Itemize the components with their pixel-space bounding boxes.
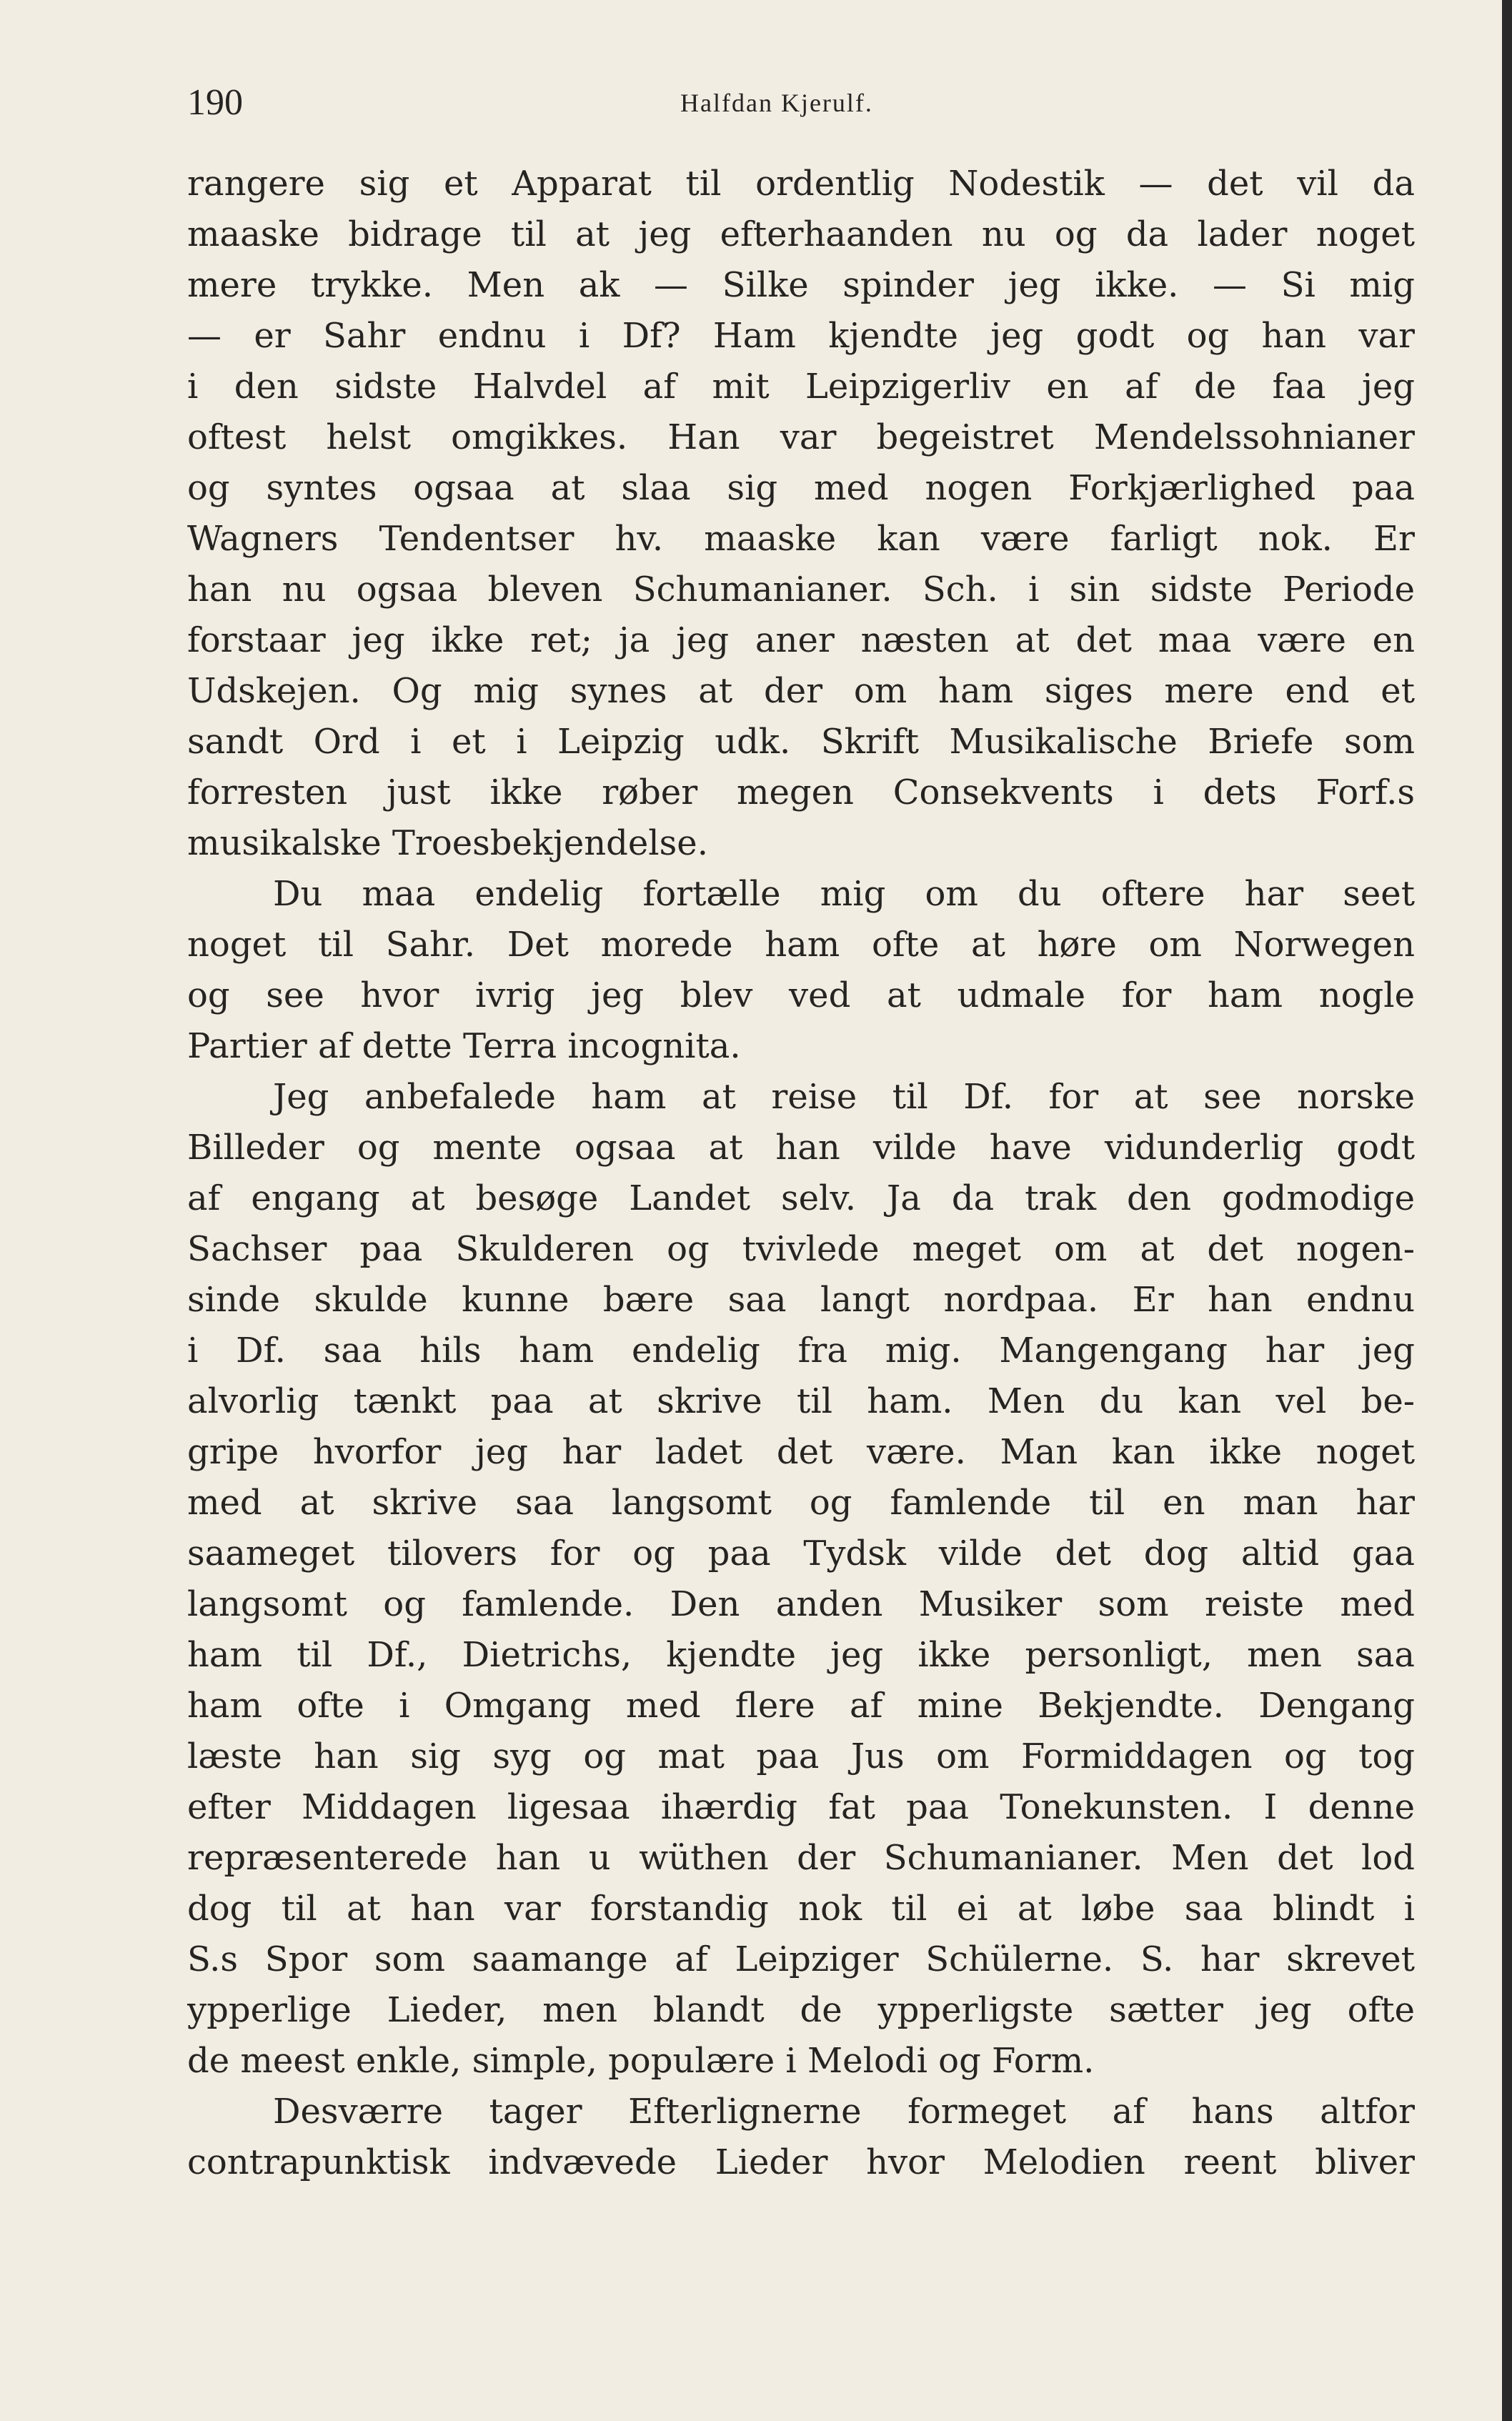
text-line: maaske bidrage til at jeg efterhaanden nu og da lader noget [187,214,1415,254]
text-line: Du maa endelig fortælle mig om du oftere har seet [273,874,1415,914]
text-line: oftest helst omgikkes. Han var begeistret Mendelssohnianer [187,417,1415,457]
text-line: — er Sahr endnu i Df? Ham kjendte jeg godt og han var [187,316,1415,356]
text-line: ypperlige Lieder, men blandt de ypperligste sætter jeg ofte [187,1990,1415,2030]
text-line: og syntes ogsaa at slaa sig med nogen Forkjærlighed paa [187,468,1415,508]
running-title: Halfdan Kjerulf. [680,89,873,117]
text-line: læste han sig syg og mat paa Jus om Formiddagen og tog [187,1736,1415,1776]
text-line: sinde skulde kunne bære saa langt nordpaa. Er han endnu [187,1280,1415,1320]
text-line: gripe hvorfor jeg har ladet det være. Man kan ikke noget [187,1432,1415,1472]
text-line: mere trykke. Men ak — Silke spinder jeg ikke. — Si mig [187,265,1415,305]
text-line: alvorlig tænkt paa at skrive til ham. Men du kan vel be- [187,1381,1415,1421]
text-line: S.s Spor som saamange af Leipziger Schülerne. S. har skrevet [187,1939,1415,1979]
page-number: 190 [187,82,243,123]
text-line: langsomt og famlende. Den anden Musiker som reiste med [187,1584,1415,1624]
text-line: Wagners Tendentser hv. maaske kan være farligt nok. Er [187,519,1415,559]
text-line: Jeg anbefalede ham at reise til Df. for at see norske [273,1077,1415,1117]
text-line: Partier af dette Terra incognita. [187,1026,741,1066]
text-line: de meest enkle, simple, populære i Melodi og Form. [187,2041,1095,2081]
text-line: musikalske Troesbekjendelse. [187,823,708,863]
text-line: Desværre tager Efterlignerne formeget af hans altfor [273,2092,1415,2132]
text-line: Billeder og mente ogsaa at han vilde have vidunderlig godt [187,1128,1415,1168]
text-line: med at skrive saa langsomt og famlende til en man har [187,1483,1415,1523]
text-line: efter Middagen ligesaa ihærdig fat paa Tonekunsten. I denne [187,1787,1415,1827]
text-line: contrapunktisk indvævede Lieder hvor Melodien reent bliver [187,2142,1415,2182]
text-line: noget til Sahr. Det morede ham ofte at høre om Norwegen [187,925,1415,965]
text-line: forresten just ikke røber megen Consekvents i dets Forf.s [187,772,1415,812]
text-line: Udskejen. Og mig synes at der om ham siges mere end et [187,671,1415,711]
text-line: rangere sig et Apparat til ordentlig Nodestik — det vil da [187,164,1415,204]
text-line: repræsenterede han u wüthen der Schumanianer. Men det lod [187,1838,1415,1878]
text-line: ham til Df., Dietrichs, kjendte jeg ikke personligt, men saa [187,1635,1415,1675]
text-line: forstaar jeg ikke ret; ja jeg aner næsten at det maa være en [187,620,1415,660]
text-line: i Df. saa hils ham endelig fra mig. Mangengang har jeg [187,1331,1415,1371]
text-line: dog til at han var forstandig nok til ei at løbe saa blindt i [187,1889,1415,1929]
text-line: han nu ogsaa bleven Schumanianer. Sch. i sin sidste Periode [187,570,1415,610]
text-line: saameget tilovers for og paa Tydsk vilde det dog altid gaa [187,1533,1415,1574]
text-line: Sachser paa Skulderen og tvivlede meget om at det nogen- [187,1229,1415,1269]
text-line: i den sidste Halvdel af mit Leipzigerliv en af de faa jeg [187,367,1415,407]
page-header [187,74,1416,131]
text-line: sandt Ord i et i Leipzig udk. Skrift Musikalische Briefe som [187,722,1415,762]
text-line: og see hvor ivrig jeg blev ved at udmale for ham nogle [187,975,1415,1015]
text-line: ham ofte i Omgang med flere af mine Bekjendte. Dengang [187,1686,1415,1726]
text-line: af engang at besøge Landet selv. Ja da trak den godmodige [187,1178,1415,1218]
body-text [187,159,1415,2188]
